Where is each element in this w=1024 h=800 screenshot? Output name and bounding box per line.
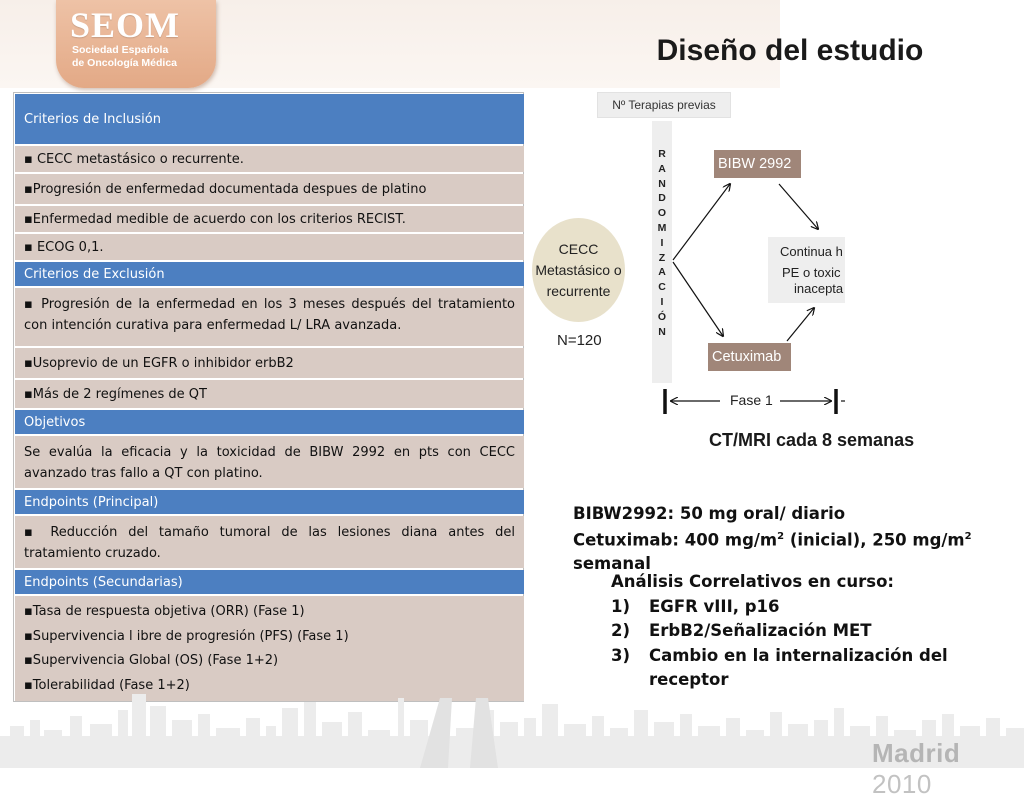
diagram-arrows [525,88,1024,488]
inclusion-header: Criterios de Inclusión [15,94,524,144]
secondary-list [24,600,515,698]
arm-cetuximab-box: Cetuximab [708,343,791,371]
exclusion-item: ▪ Progresión de la enfermedad en los 3 meses después del tratamiento con intención curativa para enfermedad L/ LRA avanzada. [15,288,524,346]
arrow-cetuximab-to-continue [787,308,814,341]
randomization-letter: O [657,207,667,220]
sample-size: N=120 [557,332,602,349]
population-line-3: recurrente [546,282,611,299]
randomization-letter: Ó [657,310,667,323]
randomization-letter: N [658,325,666,338]
population-line-1: CECC [558,240,599,257]
randomization-letter: D [658,192,666,205]
randomization-letter: I [660,295,664,308]
primary-endpoint-item: ▪ Reducción del tamaño tumoral de las lesiones diana antes del tratamiento cruzado. [15,516,524,568]
dosing-line-2: Cetuximab: 400 $mg/m^2$ (inicial), 250 $mg/m^2$ semanal [573,530,972,573]
arrow-bibw-to-continue [779,184,818,229]
secondary-endpoints-list [15,596,524,701]
objectives-text: Se evalúa la eficacia y la toxicidad de BIBW 2992 en pts con CECC avanzado tras fallo a QT con platino. [15,436,524,488]
analysis-title: Análisis Correlativos en curso: [611,572,895,591]
secondary-endpoints-header: Endpoints (Secundarias) [15,570,524,594]
exclusion-item: ▪Más de 2 regímenes de QT [15,380,524,408]
seom-logo [56,0,216,88]
secondary-item: ▪Supervivencia l ibre de progresión (PFS) (Fase 1) [24,628,349,644]
analysis-item: 1) EGFR vIII, p16 [611,596,780,616]
randomization-letter: A [658,266,666,279]
inclusion-item: ▪ ECOG 0,1. [15,234,524,260]
exclusion-item: ▪Usoprevio de un EGFR o inhibidor erbB2 [15,348,524,378]
arrow-to-bibw [673,184,730,260]
randomization-letter: N [658,177,666,190]
continue-line-3: inacepta [794,281,844,296]
arrow-to-cetuximab [673,262,723,336]
inclusion-item: ▪Progresión de enfermedad documentada despues de platino [15,174,524,204]
arm-bibw2992-box: BIBW 2992 [714,150,801,178]
madrid-2010-branding: Madrid 2010 [872,738,961,799]
dosing-line-1: BIBW2992: 50 mg oral/ diario [573,504,846,523]
logo-line-1: Sociedad Española [72,44,169,56]
continue-line-1: Continua h [780,244,843,259]
randomization-letter: R [658,148,666,160]
primary-endpoints-header: Endpoints (Principal) [15,490,524,514]
analysis-item: 3) Cambio en la internalización del receptor [611,645,948,689]
dosing-info [573,502,1024,575]
randomization-letter: Z [658,251,666,264]
page-title: Diseño del estudio [656,34,924,67]
continue-line-2: PE o toxic [782,265,841,280]
randomization-letter: I [660,236,664,249]
secondary-item: ▪Tasa de respuesta objetiva (ORR) (Fase 1) [24,604,305,619]
madrid-skyline-decoration [0,690,1024,768]
imaging-schedule: CT/MRI cada 8 semanas [709,430,915,450]
previous-therapies-box: Nº Terapias previas [597,92,731,118]
logo-line-2: de Oncología Médica [72,57,178,69]
randomization-letter: M [657,221,667,234]
analysis-item: 2) ErbB2/Señalización MET [611,621,872,640]
logo-name: SEOM [70,5,181,45]
inclusion-item: ▪ CECC metastásico o recurrente. [15,146,524,172]
objectives-header: Objetivos [15,410,524,434]
correlative-analysis [611,570,1024,693]
population-line-2: Metastásico o [535,261,622,278]
randomization-letter: C [658,281,666,294]
phase-label: Fase 1 [730,392,773,408]
randomization-letter: A [658,162,666,175]
study-design-diagram [525,88,1024,488]
secondary-item: ▪Tolerabilidad (Fase 1+2) [24,677,190,693]
secondary-item: ▪Supervivencia Global (OS) (Fase 1+2) [24,653,279,668]
criteria-table [13,92,524,702]
exclusion-header: Criterios de Exclusión [15,262,524,286]
inclusion-item: ▪Enfermedad medible de acuerdo con los criterios RECIST. [15,206,524,232]
